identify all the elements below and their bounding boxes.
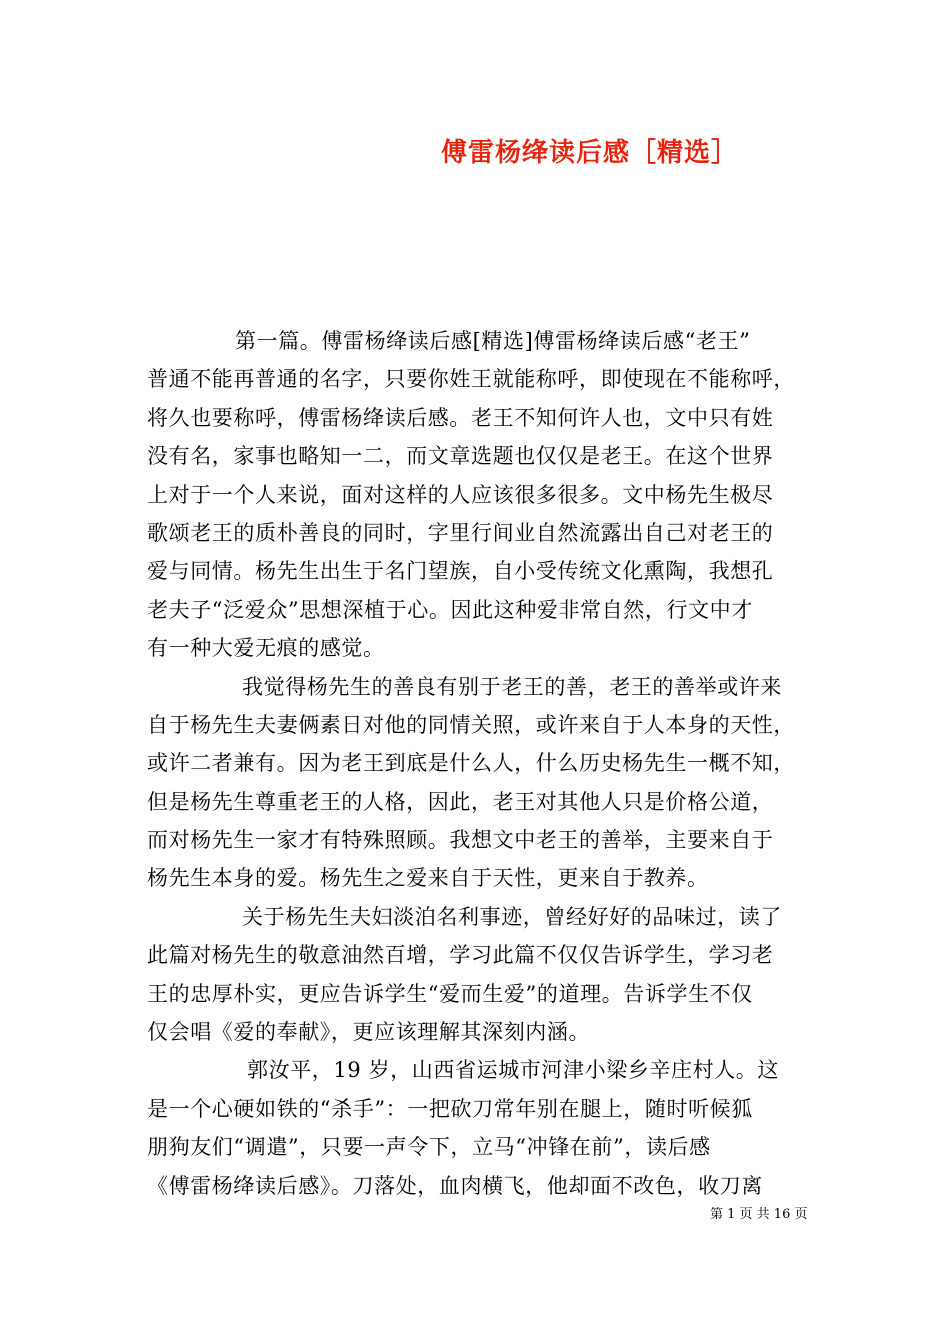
paragraph-line: 是一个心硬如铁的“杀手”：一把砍刀常年别在腿上，随时听候狐 <box>147 1096 753 1121</box>
paragraph-line: 郭汝平，19 岁，山西省运城市河津小梁乡辛庄村人。这 <box>247 1058 779 1083</box>
paragraph-line: 或许二者兼有。因为老王到底是什么人，什么历史杨先生一概不知， <box>147 751 795 776</box>
paragraph-line: 仅会唱《爱的奉献》，更应该理解其深刻内涵。 <box>147 1020 591 1045</box>
paragraph-line: 歌颂老王的质朴善良的同时，字里行间业自然流露出自己对老王的 <box>147 520 774 545</box>
paragraph-line: 朋狗友们“调遣”，只要一声令下，立马“冲锋在前”，读后感 <box>147 1135 711 1160</box>
document-title: 傅雷杨绛读后感［精选］ <box>441 138 739 168</box>
page-number-footer: 第 1 页 共 16 页 <box>710 1207 808 1222</box>
paragraph-line: 此篇对杨先生的敬意油然百增，学习此篇不仅仅告诉学生，学习老 <box>147 943 774 968</box>
paragraph-line: 《傅雷杨绛读后感》。刀落处，血肉横飞，他却面不改色，收刀离 <box>147 1173 763 1198</box>
paragraph-line: 有一种大爱无痕的感觉。 <box>147 636 385 661</box>
paragraph-line: 爱与同情。杨先生出生于名门望族，自小受传统文化熏陶，我想孔 <box>147 559 774 584</box>
paragraph-line: 我觉得杨先生的善良有别于老王的善，老王的善举或许来 <box>242 674 782 699</box>
paragraph-line: 将久也要称呼，傅雷杨绛读后感。老王不知何许人也，文中只有姓 <box>147 405 774 430</box>
paragraph-line: 老夫子“泛爱众”思想深植于心。因此这种爱非常自然，行文中才 <box>147 597 753 622</box>
paragraph-line: 而对杨先生一家才有特殊照顾。我想文中老王的善举，主要来自于 <box>147 828 774 853</box>
paragraph-line: 自于杨先生夫妻俩素日对他的同情关照，或许来自于人本身的天性， <box>147 712 795 737</box>
document-body <box>147 322 807 1205</box>
paragraph-line: 但是杨先生尊重老王的人格，因此，老王对其他人只是价格公道， <box>147 789 774 814</box>
paragraph-line: 王的忠厚朴实，更应告诉学生“爱而生爱”的道理。告诉学生不仅 <box>147 981 753 1006</box>
paragraph-line: 上对于一个人来说，面对这样的人应该很多很多。文中杨先生极尽 <box>147 482 774 507</box>
paragraph-line: 第一篇。傅雷杨绛读后感[精选]傅雷杨绛读后感“老王” <box>235 329 751 353</box>
paragraph-line: 普通不能再普通的名字，只要你姓王就能称呼，即使现在不能称呼， <box>147 367 795 392</box>
paragraph-line: 没有名，家事也略知一二，而文章选题也仅仅是老王。在这个世界 <box>147 444 774 469</box>
paragraph-line: 关于杨先生夫妇淡泊名利事迹，曾经好好的品味过，读了 <box>242 904 782 929</box>
paragraph-line: 杨先生本身的爱。杨先生之爱来自于天性，更来自于教养。 <box>147 866 709 891</box>
